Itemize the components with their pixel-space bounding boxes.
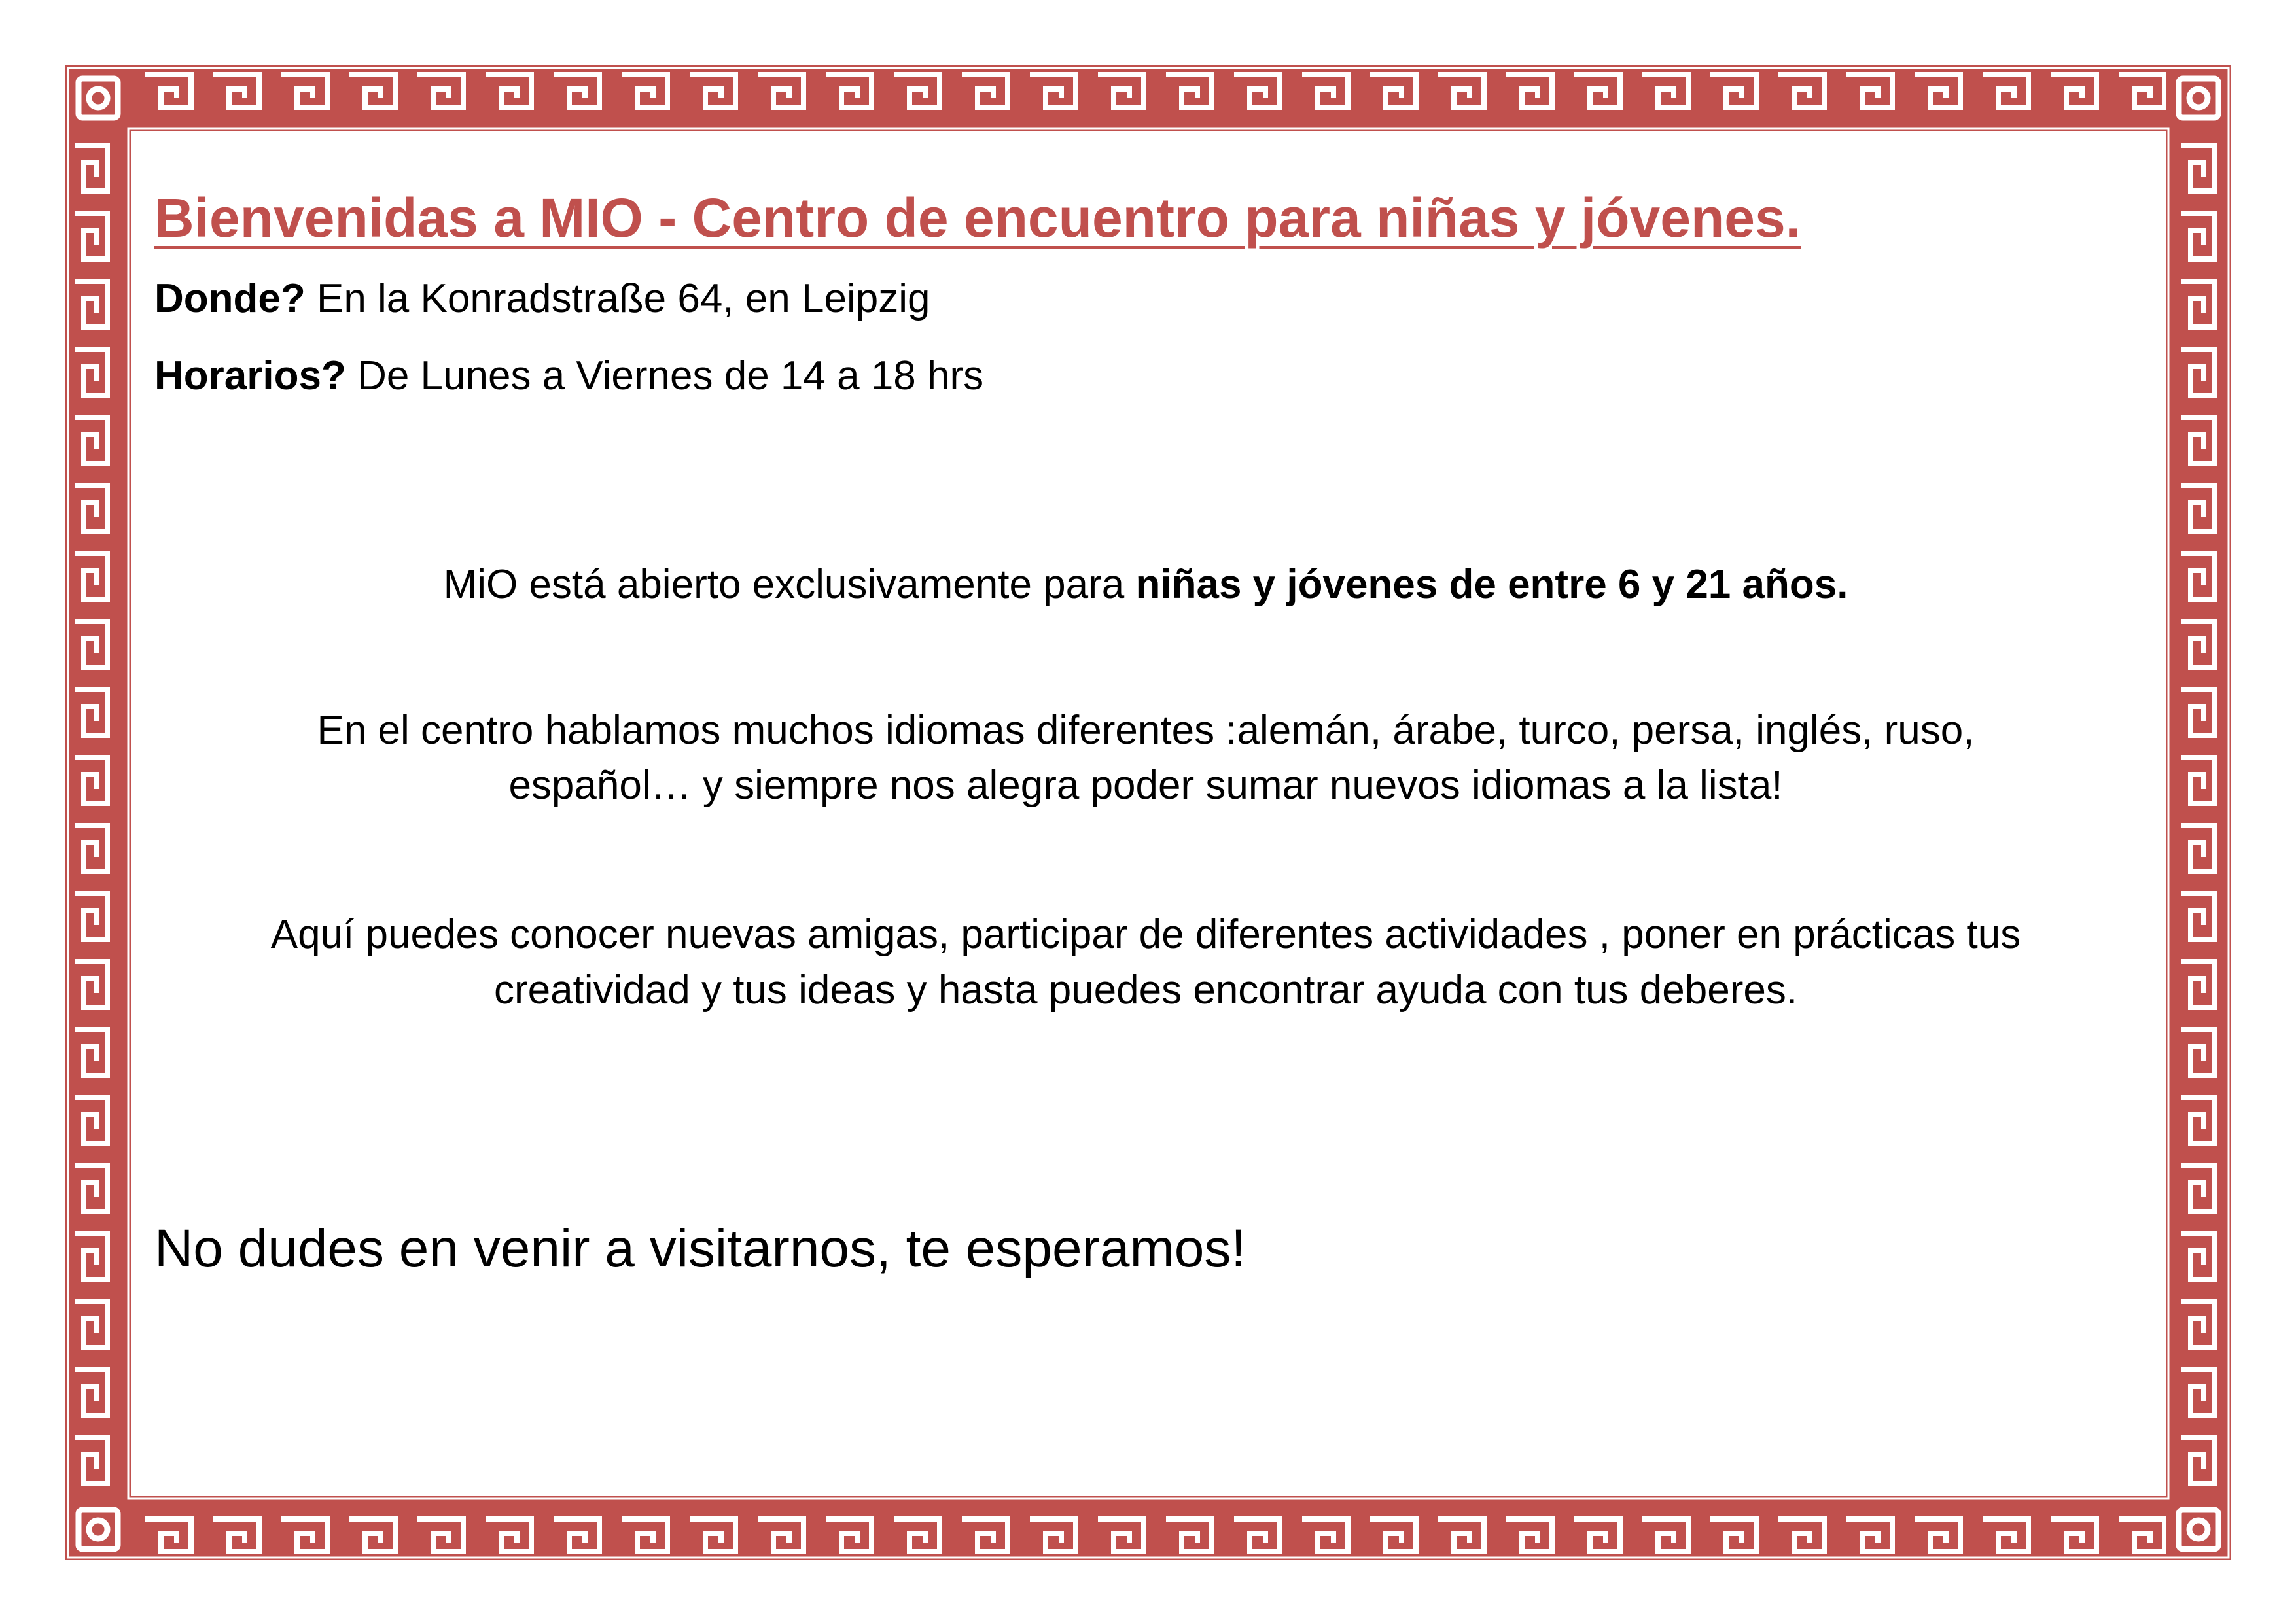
location-line xyxy=(154,275,2137,323)
hours-text: De Lunes a Viernes de 14 a 18 hrs xyxy=(345,353,984,398)
audience-paragraph xyxy=(154,557,2137,612)
closing-line: No dudes en venir a visitarnos, te esperamos! xyxy=(154,1218,1246,1278)
activities-paragraph: Aquí puedes conocer nuevas amigas, participar de diferentes actividades , poner en prácticas tus creatividad y tus ideas y hasta puedes encontrar ayuda con tus deberes. xyxy=(270,912,2021,1013)
hours-line xyxy=(154,352,2137,400)
flyer-content xyxy=(154,186,2137,1281)
page-title: Bienvenidas a MIO - Centro de encuentro para niñas y jóvenes. xyxy=(154,187,1801,249)
location-text: En la Konradstraße 64, en Leipzig xyxy=(305,275,930,321)
languages-paragraph: En el centro hablamos muchos idiomas diferentes :alemán, árabe, turco, persa, inglés, ruso, español… y siempre nos alegra poder sumar nuevos idiomas a la lista! xyxy=(317,707,1975,808)
location-label: Donde? xyxy=(154,275,306,321)
hours-label: Horarios? xyxy=(154,353,346,398)
audience-emphasis: niñas y jóvenes de entre 6 y 21 años. xyxy=(1135,562,1848,608)
audience-text: MiO está abierto exclusivamente para xyxy=(443,562,1136,608)
